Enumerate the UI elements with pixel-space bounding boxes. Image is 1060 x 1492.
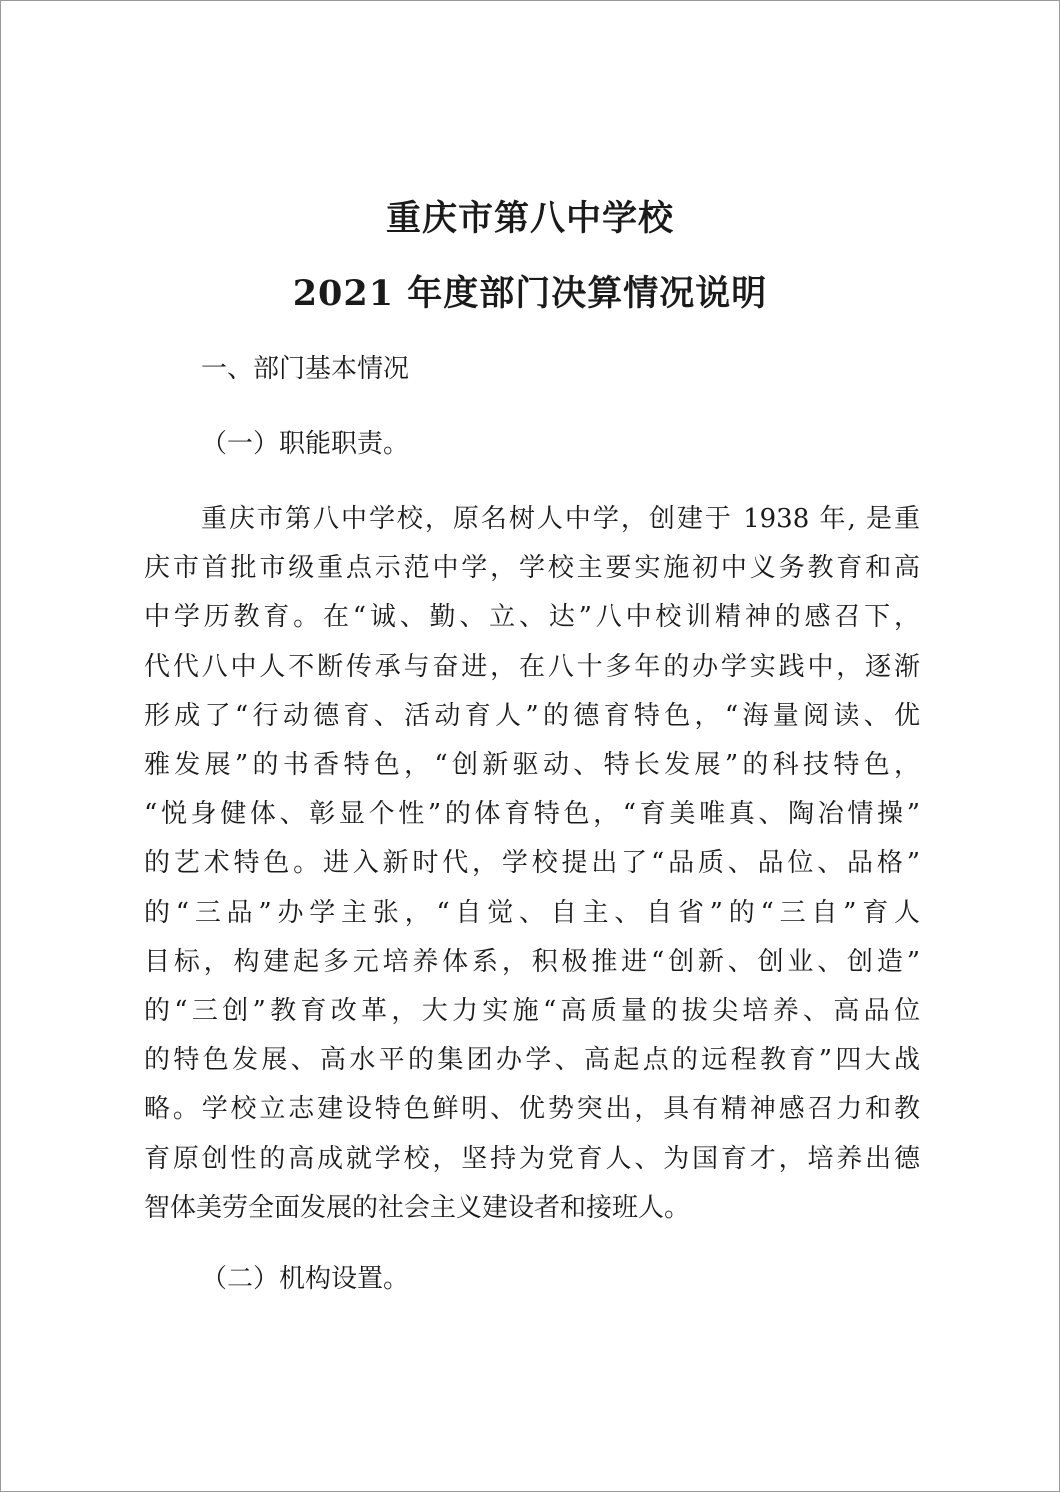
paragraph-line: 育原创性的高成就学校，坚持为党育人、为国育才，培养出德 <box>144 1143 920 1174</box>
paragraph-line: 雅发展”的书香特色，“创新驱动、特长发展”的科技特色， <box>144 750 920 781</box>
paragraph-line: 的艺术特色。进入新时代，学校提出了“品质、品位、品格” <box>144 848 920 879</box>
duties-paragraph <box>144 495 920 1233</box>
paragraph-line: 庆市首批市级重点示范中学，学校主要实施初中义务教育和高 <box>144 553 920 584</box>
section-heading-basic-info: 一、部门基本情况 <box>201 354 410 384</box>
paragraph-line: 代代八中人不断传承与奋进，在八十多年的办学实践中，逐渐 <box>144 651 920 682</box>
paragraph-line: 形成了“行动德育、活动育人”的德育特色，“海量阅读、优 <box>144 700 920 731</box>
paragraph-line: “悦身健体、彰显个性”的体育特色，“育美唯真、陶冶情操” <box>144 799 920 830</box>
paragraph-line: 目标，构建起多元培养体系，积极推进“创新、创业、创造” <box>144 946 920 977</box>
paragraph-line: 智体美劳全面发展的社会主义建设者和接班人。 <box>144 1192 691 1223</box>
paragraph-line: 的“三创”教育改革，大力实施“高质量的拔尖培养、高品位 <box>144 996 920 1027</box>
paragraph-line: 的特色发展、高水平的集团办学、高起点的远程教育”四大战 <box>144 1045 920 1076</box>
paragraph-line: 略。学校立志建设特色鲜明、优势突出，具有精神感召力和教 <box>144 1094 920 1125</box>
document-title: 重庆市第八中学校 <box>385 198 674 239</box>
subsection-heading-duties: （一）职能职责。 <box>201 429 410 459</box>
subsection-heading-organization: （二）机构设置。 <box>201 1264 410 1294</box>
paragraph-line: 中学历教育。在“诚、勤、立、达”八中校训精神的感召下， <box>144 602 920 633</box>
document-subtitle: 2021 年度部门决算情况说明 <box>292 273 768 314</box>
paragraph-line: 的“三品”办学主张，“自觉、自主、自省”的“三自”育人 <box>144 897 920 928</box>
paragraph-line: 重庆市第八中学校，原名树人中学，创建于 1938 年, 是重 <box>201 504 920 534</box>
